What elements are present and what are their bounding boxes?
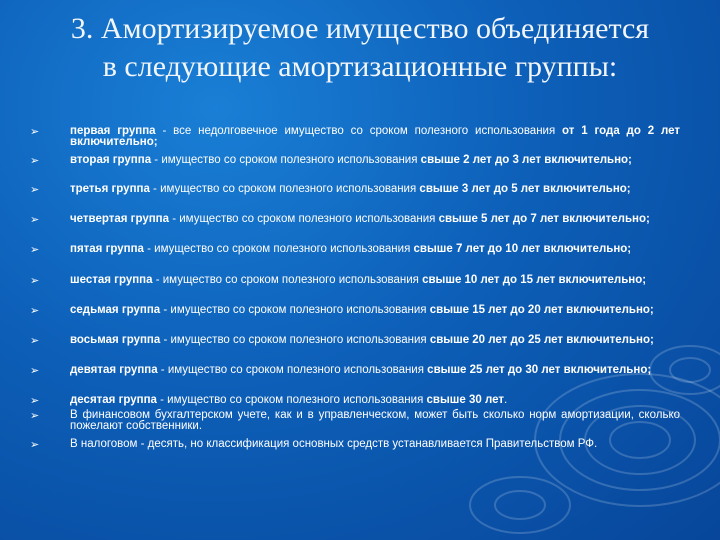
arrowhead-bullet-icon: ➢: [30, 184, 40, 196]
arrowhead-bullet-icon: ➢: [30, 214, 40, 226]
slide-title: [20, 10, 700, 86]
arrowhead-bullet-icon: ➢: [30, 410, 40, 422]
arrowhead-bullet-icon: ➢: [30, 155, 40, 167]
list-item: ➢ вторая группа - имущество со сроком полезного использования свыше 2 лет до 3 лет включительно;: [30, 154, 632, 167]
arrowhead-bullet-icon: ➢: [30, 335, 40, 347]
arrowhead-bullet-icon: ➢: [30, 305, 40, 317]
arrowhead-bullet-icon: ➢: [30, 439, 40, 451]
title-line-2: в следующие амортизационные группы:: [102, 50, 618, 83]
list-item: ➢ восьмая группа - имущество со сроком полезного использования свыше 20 лет до 25 лет включительно;: [30, 334, 654, 347]
list-item: ➢ В налоговом - десять, но классификация основных средств устанавливается Правительством РФ.: [30, 438, 598, 451]
arrowhead-bullet-icon: ➢: [30, 126, 40, 138]
title-line-1: 3. Амортизируемое имущество объединяется: [70, 12, 650, 45]
list-item: ➢ четвертая группа - имущество со сроком полезного использования свыше 5 лет до 7 лет включительно;: [30, 213, 650, 226]
list-item: ➢ В финансовом бухгалтерском учете, как и в управленческом, может быть сколько норм амортизации, сколько пожелают собственники.: [30, 409, 680, 432]
arrowhead-bullet-icon: ➢: [30, 244, 40, 256]
list-item: ➢ первая группа - все недолговечное имущество со сроком полезного использования от 1 года до 2 лет включительно;: [30, 125, 681, 148]
list-item: ➢ третья группа - имущество со сроком полезного использования свыше 3 лет до 5 лет включительно;: [30, 183, 631, 196]
list-item: ➢ девятая группа - имущество со сроком полезного использования свыше 25 лет до 30 лет включительно;: [30, 364, 652, 377]
arrowhead-bullet-icon: ➢: [30, 365, 40, 377]
list-item: ➢ шестая группа - имущество со сроком полезного использования свыше 10 лет до 15 лет включительно;: [30, 274, 647, 287]
bullet-list: [30, 126, 680, 468]
arrowhead-bullet-icon: ➢: [30, 275, 40, 287]
list-item: ➢ пятая группа - имущество со сроком полезного использования свыше 7 лет до 10 лет включительно;: [30, 243, 632, 256]
list-item: ➢ десятая группа - имущество со сроком полезного использования свыше 30 лет.: [30, 394, 508, 407]
list-item: ➢ седьмая группа - имущество со сроком полезного использования свыше 15 лет до 20 лет включительно;: [30, 304, 654, 317]
arrowhead-bullet-icon: ➢: [30, 395, 40, 407]
